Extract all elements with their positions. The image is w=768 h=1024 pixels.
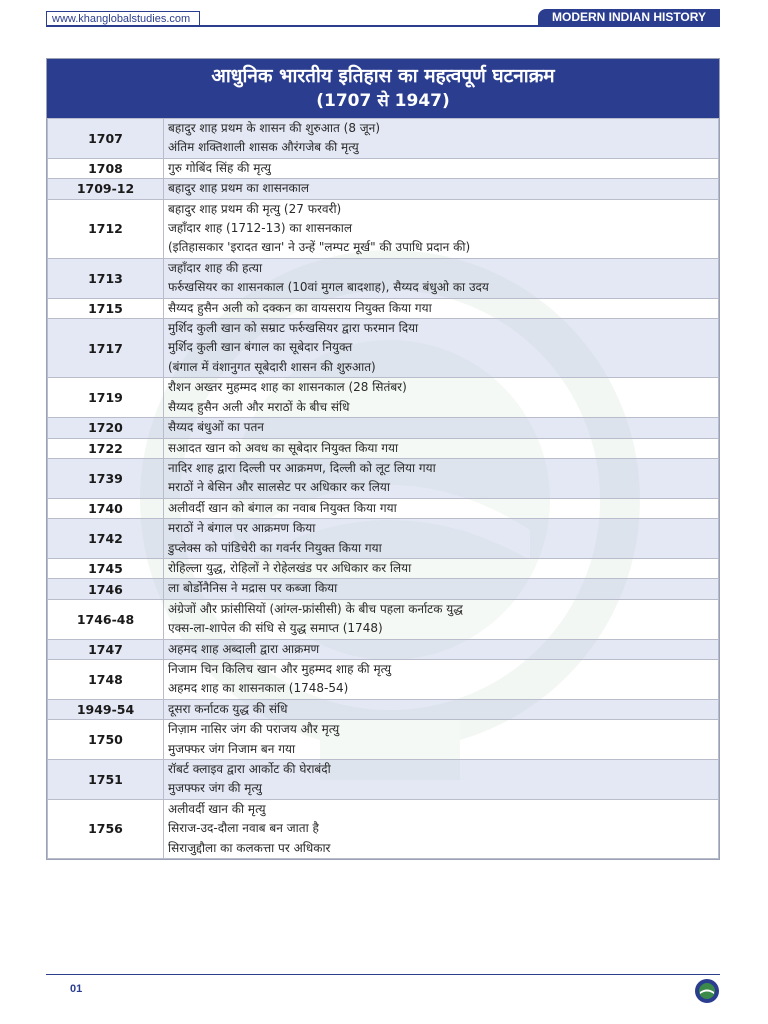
year-cell: 1707	[48, 119, 164, 159]
events-cell	[164, 418, 719, 438]
event-text: मुजफ्फर जंग की मृत्यु	[168, 781, 262, 796]
event-text: गुरु गोबिंद सिंह की मृत्यु	[168, 160, 271, 175]
events-cell	[164, 438, 719, 458]
year-cell: 1742	[48, 519, 164, 559]
events-cell	[164, 639, 719, 659]
table-row	[48, 799, 719, 858]
event-text: सैय्यद हुसैन अली और मराठों के बीच संधि	[168, 399, 350, 414]
event-text: मराठों ने बंगाल पर आक्रमण किया	[168, 521, 316, 536]
brand-logo-icon	[694, 978, 720, 1004]
events-cell	[164, 558, 719, 578]
event-text: बहादुर शाह प्रथम के शासन की शुरुआत (8 जून)	[168, 121, 381, 135]
event-text: अहमद शाह का शासनकाल (1748-54)	[168, 681, 349, 696]
events-cell	[164, 119, 719, 159]
table-row	[48, 158, 719, 178]
events-cell	[164, 199, 719, 258]
table-row	[48, 498, 719, 518]
year-cell: 1746	[48, 579, 164, 599]
footer-divider	[46, 974, 720, 975]
table-row	[48, 418, 719, 438]
events-cell	[164, 799, 719, 858]
events-cell	[164, 519, 719, 559]
events-cell	[164, 659, 719, 699]
event-text: रोहिल्ला युद्ध, रोहिलों ने रोहेलखंड पर अधिकार कर लिया	[168, 560, 412, 575]
table-row	[48, 699, 719, 719]
event-text: मुर्शिद कुली खान को सम्राट फर्रुखसियर द्वारा फरमान दिया	[168, 321, 419, 336]
event-text: अंग्रेजों और फ्रांसीसियों (आंग्ल-फ्रांसीसी) के बीच पहला कर्नाटक युद्ध	[168, 601, 463, 616]
event-text: अंतिम शक्तिशाली शासक औरंगजेब की मृत्यु	[168, 140, 359, 155]
event-text: अलीवर्दी खान को बंगाल का नवाब नियुक्त किया गया	[168, 500, 397, 515]
year-cell: 1745	[48, 558, 164, 578]
events-cell	[164, 720, 719, 760]
event-text: मुर्शिद कुली खान बंगाल का सूबेदार नियुक्त	[168, 340, 353, 355]
table-row	[48, 199, 719, 258]
year-cell: 1747	[48, 639, 164, 659]
year-cell: 1750	[48, 720, 164, 760]
table-row	[48, 179, 719, 199]
table-row	[48, 119, 719, 159]
table-row	[48, 438, 719, 458]
title-heading: आधुनिक भारतीय इतिहास का महत्वपूर्ण घटनाक्रम	[211, 65, 555, 87]
year-cell: 1708	[48, 158, 164, 178]
table-row	[48, 298, 719, 318]
year-cell: 1709-12	[48, 179, 164, 199]
subject-banner: MODERN INDIAN HISTORY	[538, 9, 720, 26]
event-text: रॉबर्ट क्लाइव द्वारा आर्कोट की घेराबंदी	[168, 762, 331, 776]
year-cell: 1722	[48, 438, 164, 458]
event-text: सैय्यद हुसैन अली को दक्कन का वायसराय नियुक्त किया गया	[168, 300, 432, 315]
event-text: सैय्यद बंधुओं का पतन	[168, 420, 264, 435]
event-text: निज़ाम नासिर जंग की पराजय और मृत्यु	[168, 722, 340, 737]
year-cell: 1717	[48, 319, 164, 378]
event-text: अलीवर्दी खान की मृत्यु	[168, 801, 266, 816]
table-row	[48, 599, 719, 639]
events-cell	[164, 378, 719, 418]
year-cell: 1739	[48, 458, 164, 498]
event-text: फर्रुखसियर का शासनकाल (10वां मुगल बादशाह), सैय्यद बंधुओ का उदय	[168, 280, 489, 295]
events-cell	[164, 158, 719, 178]
table-row	[48, 519, 719, 559]
table-row	[48, 378, 719, 418]
event-text: सिराजुद्दौला का कलकत्ता पर अधिकार	[168, 840, 331, 855]
events-cell	[164, 498, 719, 518]
table-row	[48, 639, 719, 659]
website-url[interactable]: www.khanglobalstudies.com	[46, 11, 200, 27]
event-text: सिराज-उद-दौला नवाब बन जाता है	[168, 821, 319, 836]
events-cell	[164, 699, 719, 719]
table-row	[48, 458, 719, 498]
table-row	[48, 720, 719, 760]
events-cell	[164, 298, 719, 318]
event-text: बहादुर शाह प्रथम की मृत्यु (27 फरवरी)	[168, 201, 342, 216]
table-title	[47, 59, 719, 118]
title-period: (1707 से 1947)	[316, 91, 450, 111]
event-text: बहादुर शाह प्रथम का शासनकाल	[168, 181, 310, 196]
event-text: एक्स-ला-शापेल की संधि से युद्ध समाप्त (1748)	[168, 621, 383, 636]
year-cell: 1756	[48, 799, 164, 858]
year-cell: 1715	[48, 298, 164, 318]
year-cell: 1713	[48, 258, 164, 298]
year-cell: 1719	[48, 378, 164, 418]
table-row	[48, 319, 719, 378]
year-cell: 1748	[48, 659, 164, 699]
event-text: ला बोर्डोनैनिस ने मद्रास पर कब्जा किया	[168, 581, 338, 596]
events-table	[47, 118, 719, 859]
events-cell	[164, 599, 719, 639]
year-cell: 1740	[48, 498, 164, 518]
event-text: (इतिहासकार 'इरादत खान' ने उन्हें "लम्पट मूर्ख" की उपाधि प्रदान की)	[168, 240, 471, 255]
events-cell	[164, 319, 719, 378]
events-cell	[164, 179, 719, 199]
year-cell: 1746-48	[48, 599, 164, 639]
page-number: 01	[70, 983, 83, 995]
table-row	[48, 258, 719, 298]
year-cell: 1712	[48, 199, 164, 258]
event-text: अहमद शाह अब्दाली द्वारा आक्रमण	[168, 641, 320, 656]
year-cell: 1949-54	[48, 699, 164, 719]
event-text: (बंगाल में वंशानुगत सूबेदारी शासन की शुरुआत)	[168, 359, 376, 374]
header-divider	[46, 25, 720, 27]
table-row	[48, 760, 719, 800]
event-text: डुप्लेक्स को पांडिचेरी का गवर्नर नियुक्त किया गया	[168, 540, 382, 555]
table-row	[48, 558, 719, 578]
year-cell: 1720	[48, 418, 164, 438]
event-text: दूसरा कर्नाटक युद्ध की संधि	[168, 701, 288, 716]
table-row	[48, 579, 719, 599]
events-cell	[164, 258, 719, 298]
event-text: रौशन अख्तर मुहम्मद शाह का शासनकाल (28 सितंबर)	[168, 380, 407, 395]
timeline-table	[46, 58, 720, 860]
table-row	[48, 659, 719, 699]
events-cell	[164, 458, 719, 498]
events-cell	[164, 760, 719, 800]
event-text: मुजफ्फर जंग निजाम बन गया	[168, 741, 296, 756]
event-text: जहाँदार शाह (1712-13) का शासनकाल	[168, 221, 352, 236]
event-text: मराठों ने बेसिन और सालसेट पर अधिकार कर लिया	[168, 480, 390, 495]
event-text: नादिर शाह द्वारा दिल्ली पर आक्रमण, दिल्ली को लूट लिया गया	[168, 460, 436, 475]
event-text: निजाम चिन किलिच खान और मुहम्मद शाह की मृत्यु	[168, 661, 392, 676]
events-cell	[164, 579, 719, 599]
year-cell: 1751	[48, 760, 164, 800]
event-text: जहाँदार शाह की हत्या	[168, 260, 263, 275]
event-text: सआदत खान को अवध का सूबेदार नियुक्त किया गया	[168, 440, 399, 455]
